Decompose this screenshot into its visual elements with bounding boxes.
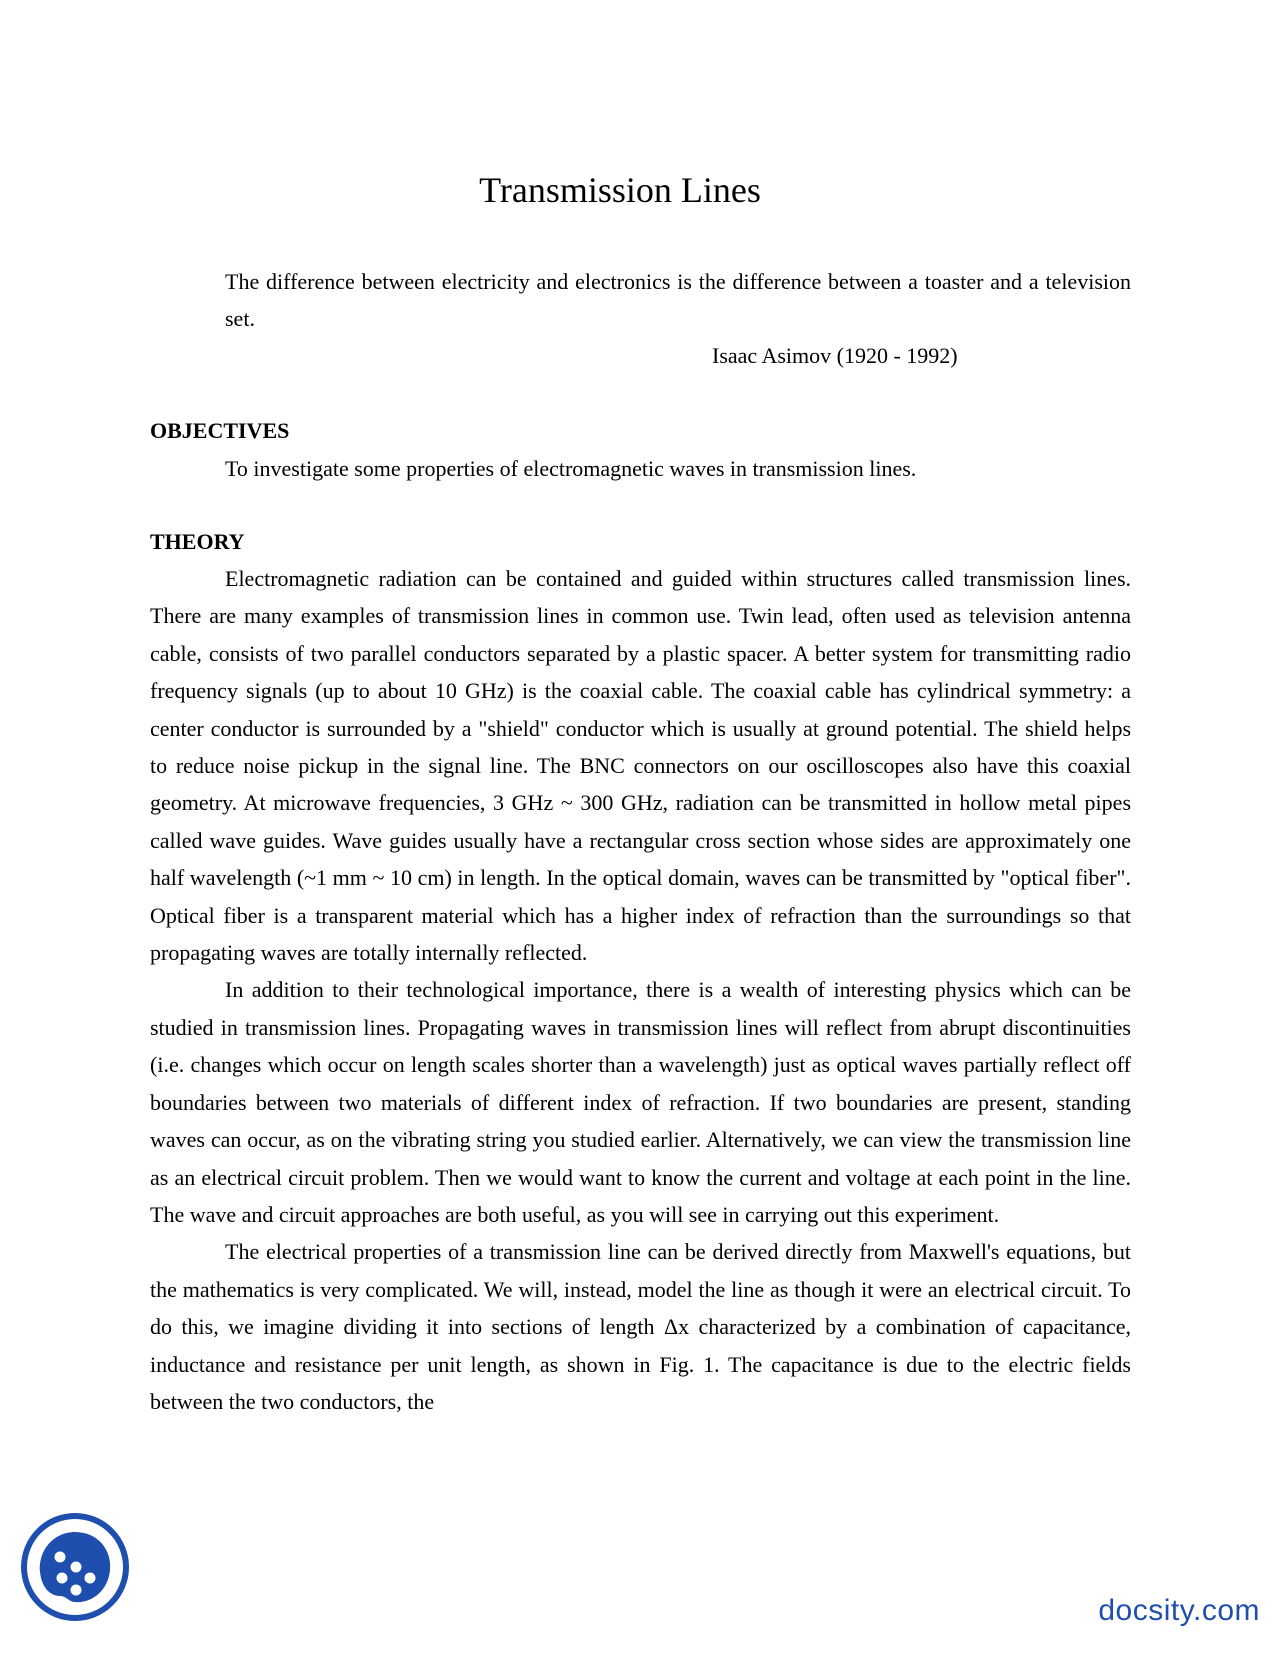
epigraph-quote: The difference between electricity and electronics is the difference between a toaster and a television set.: [225, 269, 1131, 331]
docsity-watermark[interactable]: docsity.com: [1098, 1594, 1260, 1627]
docsity-logo-icon[interactable]: [20, 1512, 130, 1622]
objectives-text: To investigate some properties of electromagnetic waves in transmission lines.: [225, 456, 917, 481]
theory-paragraph: Electromagnetic radiation can be contained and guided within structures called transmission lines. There are many examples of transmission lines in common use. Twin lead, often used as television antenna cable, consists of two parallel conductors separated by a plastic spacer. A better system for transmitting radio frequency signals (up to about 10 GHz) is the coaxial cable. The coaxial cable has cylindrical symmetry: a center conductor is surrounded by a "shield" conductor which is usually at ground potential. The shield helps to reduce noise pickup in the signal line. The BNC connectors on our oscilloscopes also have this coaxial geometry. At microwave frequencies, 3 GHz ~ 300 GHz, radiation can be transmitted in hollow metal pipes called wave guides. Wave guides usually have a rectangular cross section whose sides are approximately one half wavelength (~1 mm ~ 10 cm) in length. In the optical domain, waves can be transmitted by "optical fiber". Optical fiber is a transparent material which has a higher index of refraction than the surroundings so that propagating waves are totally internally reflected.: [150, 566, 1131, 966]
epigraph-attribution: Isaac Asimov (1920 - 1992): [712, 343, 958, 368]
section-heading-objectives: OBJECTIVES: [150, 418, 290, 443]
theory-body: [150, 560, 1131, 1420]
theory-paragraph: The electrical properties of a transmission line can be derived directly from Maxwell's equations, but the mathematics is very complicated. We will, instead, model the line as though it were an electrical circuit. To do this, we imagine dividing it into sections of length Δx characterized by a combination of capacitance, inductance and resistance per unit length, as shown in Fig. 1. The capacitance is due to the electric fields between the two conductors, the: [150, 1239, 1131, 1414]
section-heading-theory: THEORY: [150, 529, 245, 554]
theory-paragraph: In addition to their technological importance, there is a wealth of interesting physics which can be studied in transmission lines. Propagating waves in transmission lines will reflect from abrupt discontinuities (i.e. changes which occur on length scales shorter than a wavelength) just as optical waves partially reflect off boundaries between two materials of different index of refraction. If two boundaries are present, standing waves can occur, as on the vibrating string you studied earlier. Alternatively, we can view the transmission line as an electrical circuit problem. Then we would want to know the current and voltage at each point in the line. The wave and circuit approaches are both useful, as you will see in carrying out this experiment.: [150, 977, 1131, 1227]
document-title: Transmission Lines: [479, 170, 761, 210]
